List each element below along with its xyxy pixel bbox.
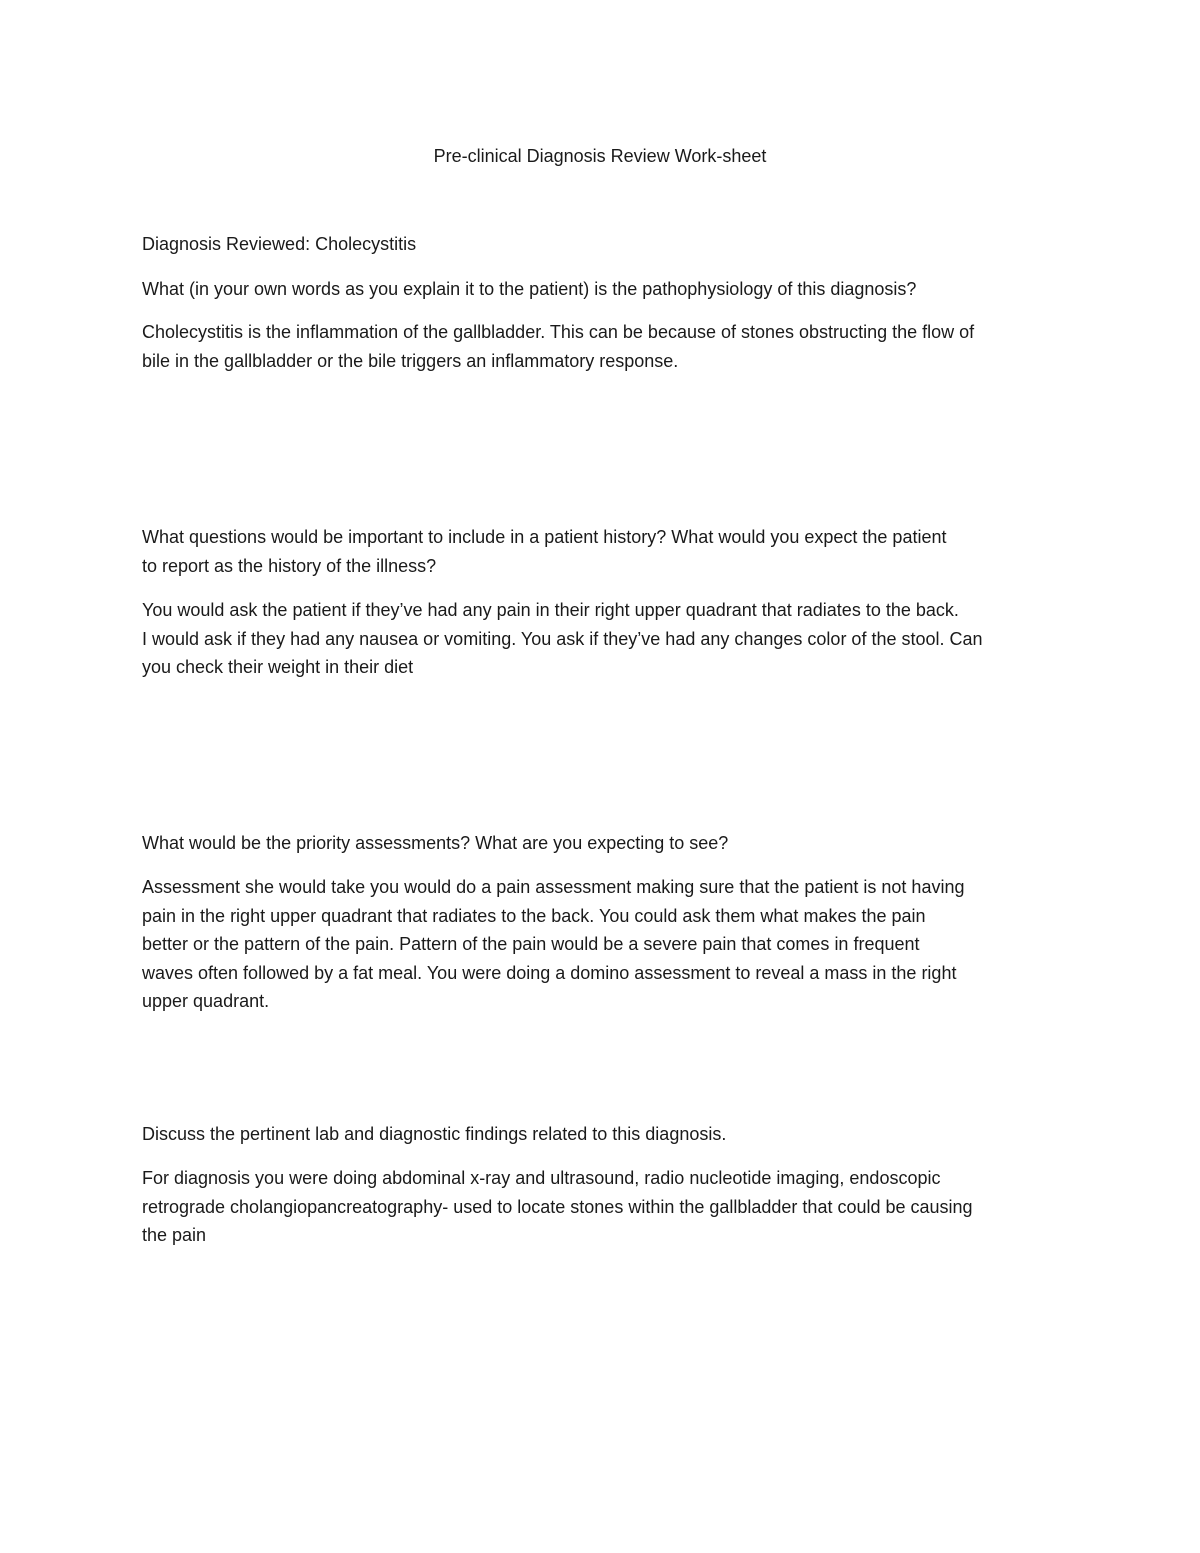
- answer-line: I would ask if they had any nausea or vomiting. You ask if they’ve had any changes color of the stool. Can: [142, 628, 983, 649]
- diagnosis-reviewed: Diagnosis Reviewed: Cholecystitis: [142, 234, 417, 254]
- answer-line: the pain: [142, 1225, 207, 1245]
- question-line: to report as the history of the illness?: [142, 555, 437, 576]
- question-pathophysiology: [142, 275, 1062, 304]
- answer-line: Assessment she would take you would do a pain assessment making sure that the patient is not having: [142, 877, 965, 897]
- answer-line: pain in the right upper quadrant that radiates to the back. You could ask them what makes the pain: [142, 905, 926, 926]
- answer-line: bile in the gallbladder or the bile triggers an inflammatory response.: [142, 350, 679, 371]
- answer-patient-history: [142, 596, 1062, 682]
- answer-pathophysiology: [142, 318, 1062, 375]
- answer-line: For diagnosis you were doing abdominal x-ray and ultrasound, radio nucleotide imaging, endoscopic: [142, 1168, 941, 1188]
- answer-line: you check their weight in their diet: [142, 657, 414, 677]
- question-line: What questions would be important to include in a patient history? What would you expect the patient: [142, 527, 947, 547]
- answer-line: retrograde cholangiopancreatography- used to locate stones within the gallbladder that could be causing: [142, 1196, 973, 1217]
- answer-line: Cholecystitis is the inflammation of the gallbladder. This can be because of stones obstructing the flow of: [142, 322, 975, 342]
- answer-line: You would ask the patient if they’ve had any pain in their right upper quadrant that radiates to the back.: [142, 600, 959, 620]
- question-lab-findings: [142, 1120, 1062, 1149]
- page-title: Pre-clinical Diagnosis Review Work-sheet: [433, 146, 767, 166]
- question-patient-history: [142, 523, 1062, 580]
- answer-line: better or the pattern of the pain. Pattern of the pain would be a severe pain that comes in frequent: [142, 934, 920, 954]
- answer-priority-assessments: [142, 873, 1062, 1016]
- answer-line: waves often followed by a fat meal. You were doing a domino assessment to reveal a mass in the right: [142, 962, 957, 983]
- question-line: What would be the priority assessments? What are you expecting to see?: [142, 833, 729, 853]
- answer-lab-findings: [142, 1164, 1062, 1250]
- answer-line: upper quadrant.: [142, 991, 270, 1011]
- question-line: Discuss the pertinent lab and diagnostic findings related to this diagnosis.: [142, 1124, 727, 1144]
- question-priority-assessments: [142, 829, 1062, 858]
- question-line: What (in your own words as you explain it to the patient) is the pathophysiology of this diagnosis?: [142, 279, 917, 299]
